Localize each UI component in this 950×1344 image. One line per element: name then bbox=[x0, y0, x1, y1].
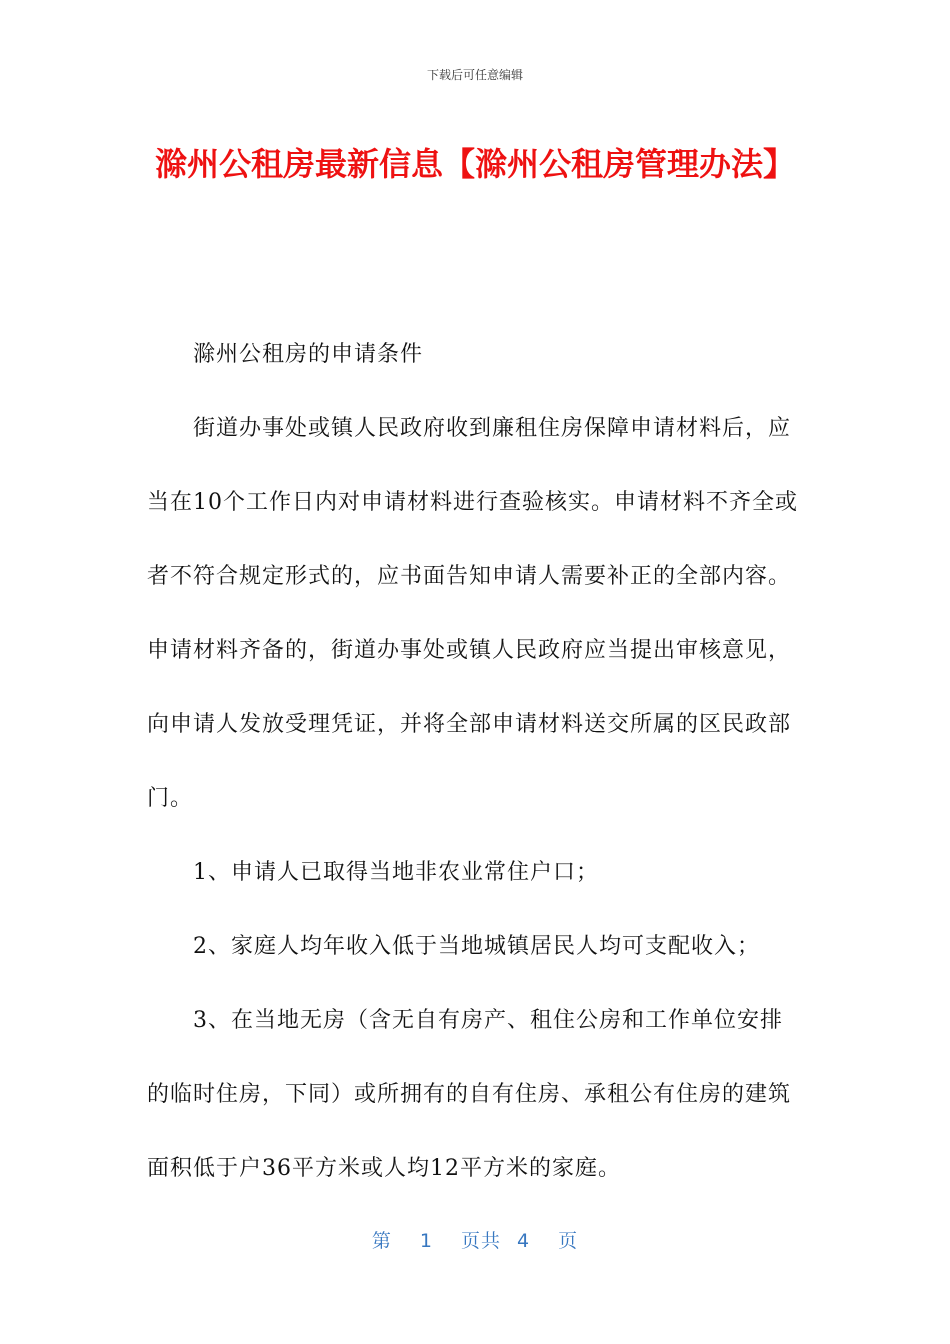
footer-middle: 页共 bbox=[460, 1230, 501, 1252]
section-heading: 滁州公租房的申请条件 bbox=[193, 342, 424, 367]
condition-item-3: 3、在当地无房（含无自有房产、租住公房和工作单位安排的临时住房，下同）或所拥有的自有住房、承租公有住房的建筑面积低于户36平方米或人均12平方米的家庭。 bbox=[147, 1008, 792, 1181]
footer-prefix: 第 bbox=[371, 1230, 392, 1252]
header-note: 下载后可任意编辑 bbox=[426, 68, 523, 82]
condition-item-2: 2、家庭人均年收入低于当地城镇居民人均可支配收入； bbox=[193, 934, 760, 959]
document-body bbox=[147, 318, 805, 1206]
document-title: 滁州公租房最新信息【滁州公租房管理办法】 bbox=[154, 145, 795, 183]
body-paragraph: 街道办事处或镇人民政府收到廉租住房保障申请材料后，应当在10个工作日内对申请材料进行查验核实。申请材料不齐全或者不符合规定形式的，应书面告知申请人需要补正的全部内容。申请材料齐备的，街道办事处或镇人民政府应当提出审核意见，向申请人发放受理凭证，并将全部申请材料送交所属的区民政部门。 bbox=[147, 416, 798, 811]
footer-suffix: 页 bbox=[558, 1230, 579, 1252]
condition-item-1: 1、申请人已取得当地非农业常住户口； bbox=[193, 860, 599, 885]
total-pages-number: 4 bbox=[517, 1230, 531, 1252]
current-page-number: 1 bbox=[419, 1230, 433, 1252]
page-footer bbox=[0, 1226, 950, 1253]
